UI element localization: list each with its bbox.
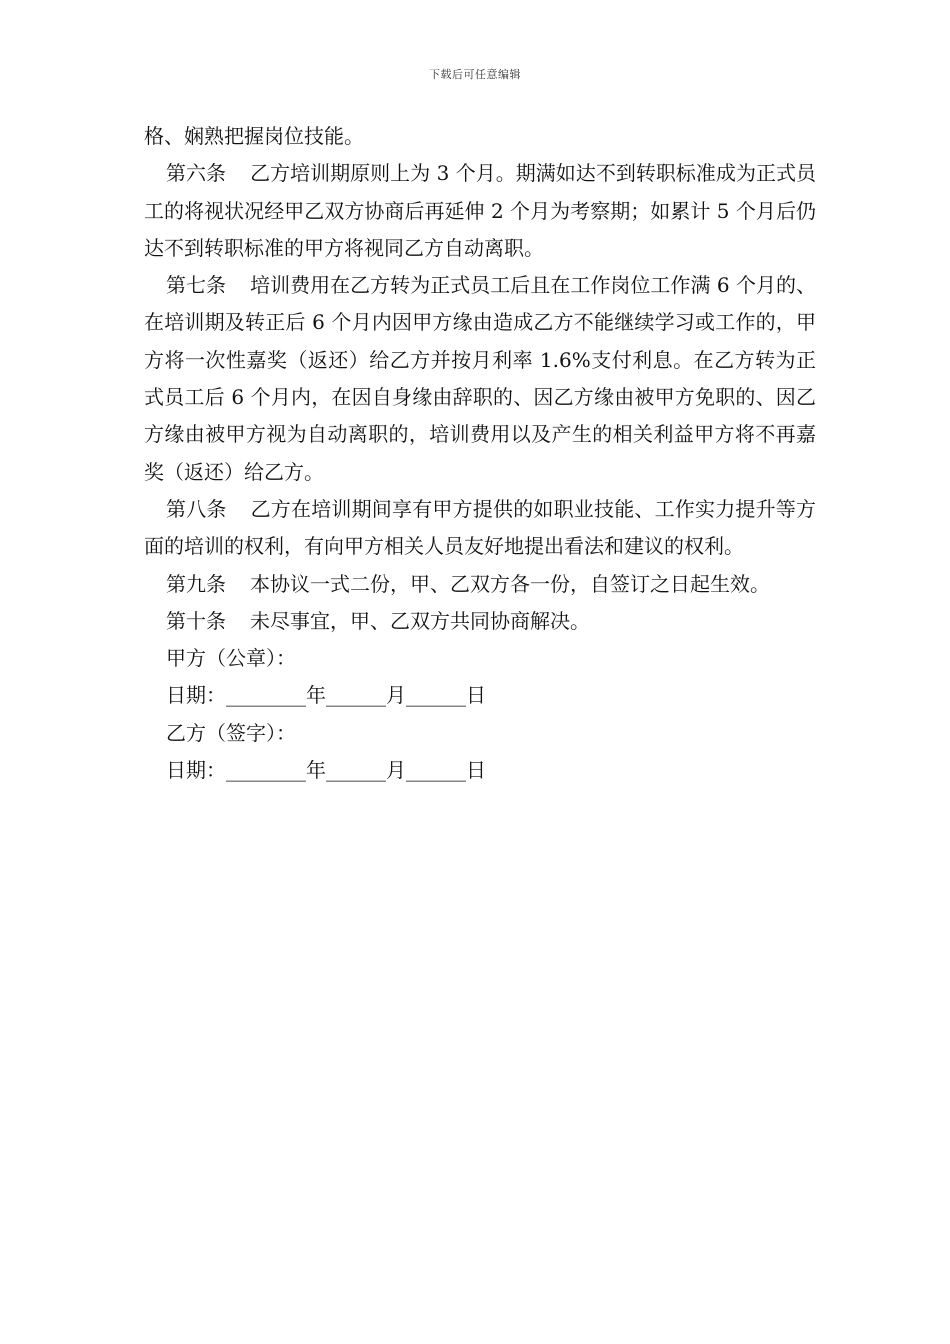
- paragraph-text: 格、娴熟把握岗位技能。: [144, 124, 364, 148]
- party-b-signature-line: 乙方（签字）：: [166, 720, 296, 745]
- paragraph-text: 培训费用在乙方转为正式员工后且在工作岗位工作满 6 个月的、在培训期及转正后 6 个月内因甲方缘由造成乙方不能继续学习或工作的，甲方将一次性嘉奖（返还）给乙方并按月利率 1.6%支付利息。在乙方转为正式员工后 6 个月内，在因自身缘由辞职的、因乙方缘由被甲方免职的、因乙方缘由被甲方视为自动离职的，培训费用以及产生的相关利益甲方将不再嘉奖（返还）给乙方。: [144, 273, 816, 484]
- paragraph-text: 未尽事宜，甲、乙双方共同协商解决。: [250, 608, 590, 633]
- document-body: [144, 118, 816, 789]
- article-7: [144, 267, 816, 491]
- paragraph-text: 乙方培训期原则上为 3 个月。期满如达不到转职标准成为正式员工的将视状况经甲乙双方协商后再延伸 2 个月为考察期；如累计 5 个月后仍达不到转职标准的甲方将视同乙方自动离职。: [144, 161, 816, 260]
- paragraph-text: 本协议一式二份，甲、乙双方各一份，自签订之日起生效。: [250, 571, 770, 596]
- article-9: [144, 566, 816, 603]
- article-8: [144, 491, 816, 566]
- paragraph-text: 乙方在培训期间享有甲方提供的如职业技能、工作实力提升等方面的培训的权利，有向甲方相关人员友好地提出看法和建议的权利。: [144, 496, 817, 559]
- page-header-note: 下载后可任意编辑: [429, 68, 521, 81]
- party-a-seal-line: 甲方（公章）：: [166, 646, 296, 671]
- article-heading: 第七条: [166, 273, 227, 298]
- article-heading: 第九条: [166, 571, 226, 596]
- article-heading: 第六条: [166, 161, 227, 186]
- party-a-date-line: 日期：________年______月______日: [166, 683, 486, 708]
- article-heading: 第八条: [166, 496, 227, 521]
- article-6: [144, 155, 816, 267]
- article-10: [144, 603, 816, 640]
- paragraph-continuation: [144, 118, 816, 155]
- party-b-date-line: 日期：________年______月______日: [166, 758, 486, 783]
- article-heading: 第十条: [166, 608, 226, 633]
